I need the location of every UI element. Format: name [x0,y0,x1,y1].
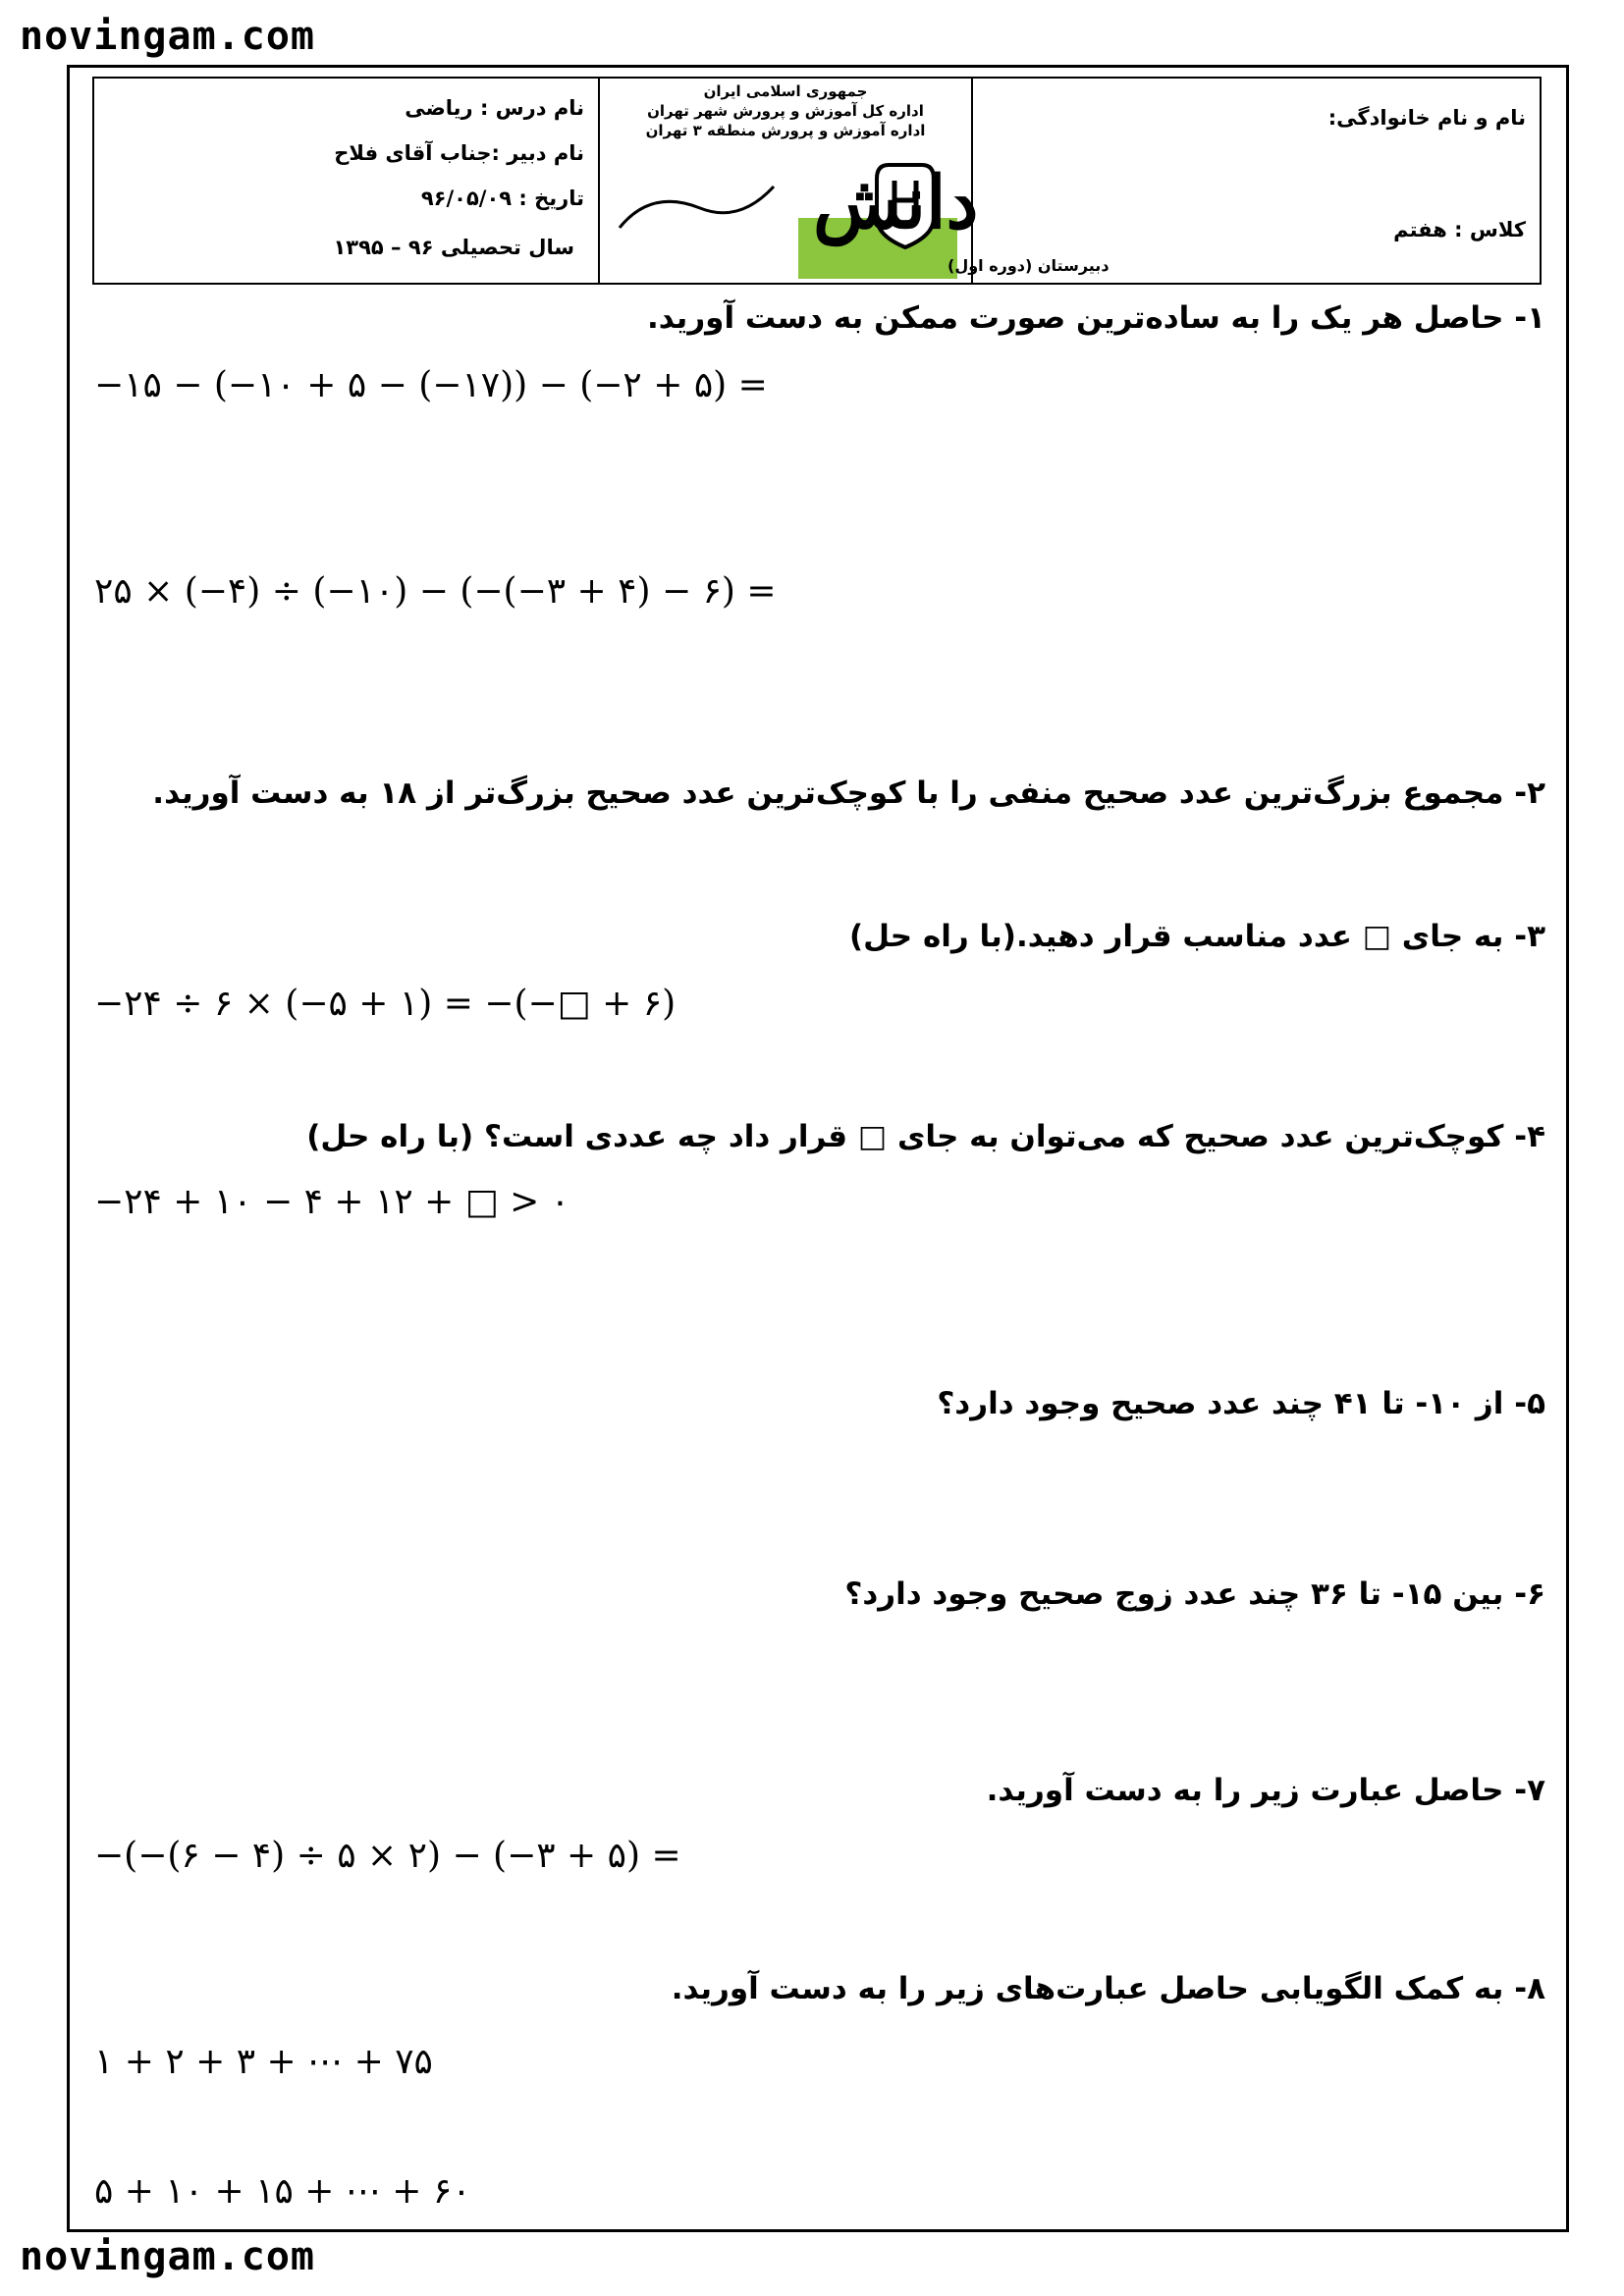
question-1: ۱- حاصل هر یک را به ساده‌ترین صورت ممکن به دست آورید. [647,300,1545,336]
class-label: کلاس : هفتم [1393,218,1526,241]
header-organization [600,79,1110,283]
danesh-school-logo [612,159,1110,281]
question-1-expression-a: −۱۵ − (−۱۰ + ۵ − (−۱۷)) − (−۲ + ۵) = [94,365,768,405]
question-1-expression-b: ۲۵ × (−۴) ÷ (−۱۰) − (−(−۳ + ۴) − ۶) = [94,571,777,612]
question-8-expression-a: ۱ + ۲ + ۳ + ⋯ + ۷۵ [94,2042,433,2082]
org-line: اداره آموزش و پرورش منطقه ۳ تهران [645,122,926,139]
org-line: اداره کل آموزش و پرورش شهر تهران [647,102,924,120]
watermark-top: novingam.com [20,14,315,59]
question-8-expression-b: ۵ + ۱۰ + ۱۵ + ⋯ + ۶۰ [94,2171,471,2212]
date-label: تاریخ : ۹۶/۰۵/۰۹ [420,187,584,210]
student-name-label: نام و نام خانوادگی: [1327,106,1526,130]
question-3: ۳- به جای □ عدد مناسب قرار دهید.(با راه حل) [848,919,1545,954]
question-7: ۷- حاصل عبارت زیر را به دست آورید. [986,1773,1545,1808]
header-course-info [94,79,600,283]
school-year-label: سال تحصیلی ۹۶ – ۱۳۹۵ [333,236,574,259]
header-student-info [973,79,1540,283]
question-4-expression: −۲۴ + ۱۰ − ۴ + ۱۲ + □ > ۰ [94,1182,570,1222]
logo-brand-text: دانش [813,161,979,245]
subject-label: نام درس : ریاضی [405,96,584,120]
org-line: جمهوری اسلامی ایران [703,82,868,100]
question-7-expression: −(−(۶ − ۴) ÷ ۵ × ۲) − (−۳ + ۵) = [94,1836,681,1876]
exam-header [92,77,1542,285]
question-8: ۸- به کمک الگویابی حاصل عبارت‌های زیر را به دست آورید. [671,1971,1545,2006]
question-4: ۴- کوچک‌ترین عدد صحیح که می‌توان به جای □ قرار داد چه عددی است؟ (با راه حل) [306,1119,1545,1154]
question-6: ۶- بین ۱۵- تا ۳۶ چند عدد زوج صحیح وجود دارد؟ [844,1576,1545,1612]
logo-sub-text: دبیرستان (دوره اول) [947,256,1110,275]
logo-calligraphy-icon [620,187,774,228]
teacher-label: نام دبیر :جناب آقای فلاح [334,141,584,165]
watermark-bottom: novingam.com [20,2234,315,2279]
question-5: ۵- از ۱۰- تا ۴۱ چند عدد صحیح وجود دارد؟ [937,1386,1545,1421]
question-2: ۲- مجموع بزرگ‌ترین عدد صحیح منفی را با کوچک‌ترین عدد صحیح بزرگ‌تر از ۱۸ به دست آورید. [152,775,1545,811]
question-3-expression: −۲۴ ÷ ۶ × (−۵ + ۱) = −(−□ + ۶) [94,984,677,1024]
